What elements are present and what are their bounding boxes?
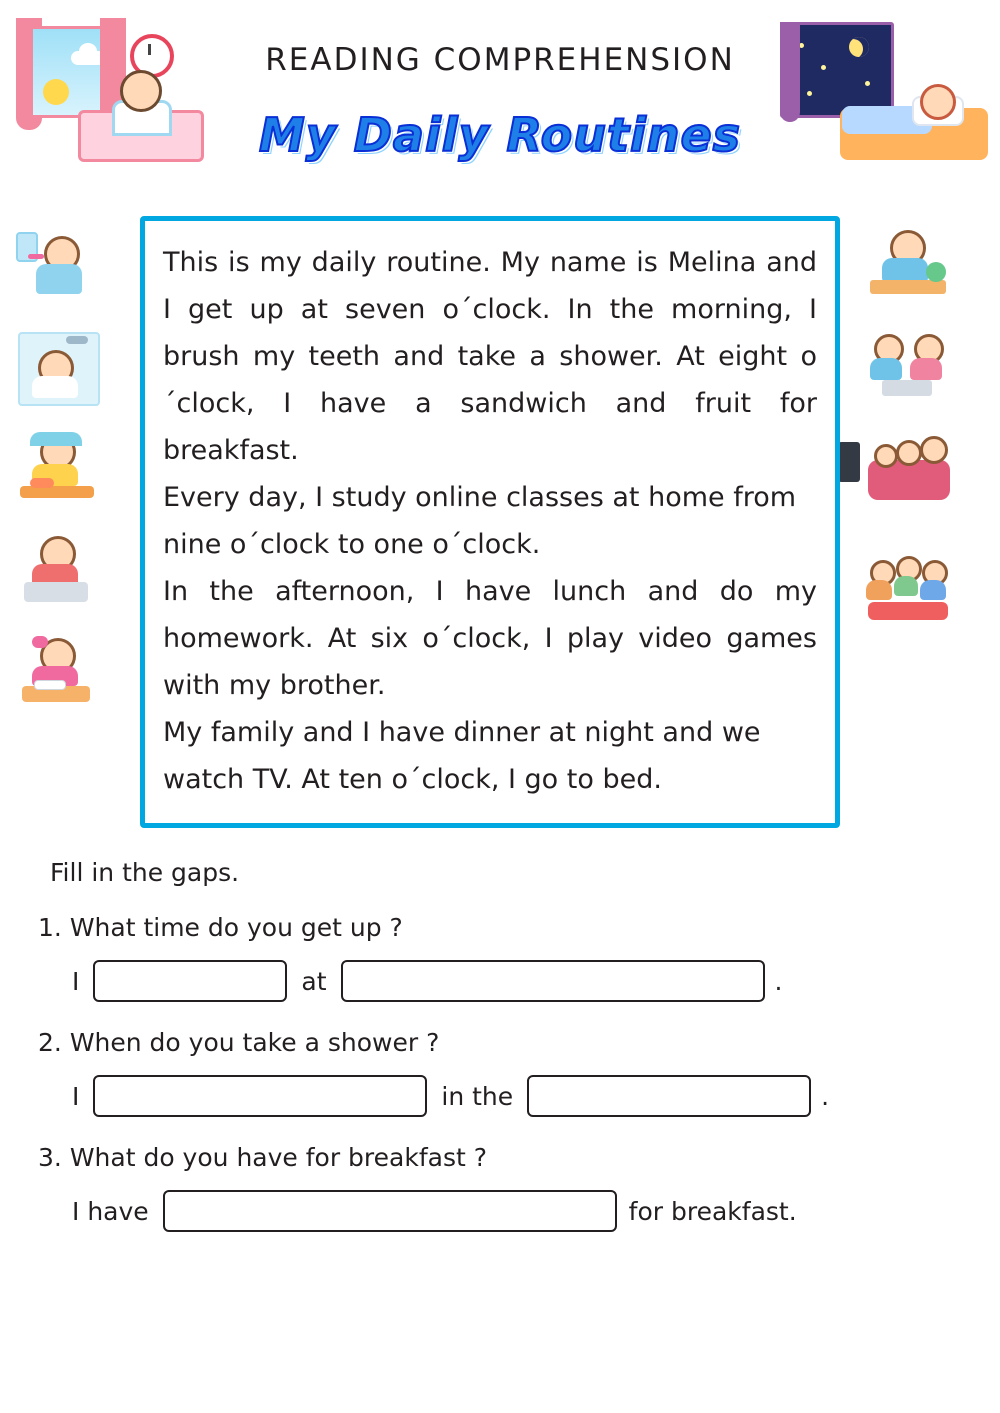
family-watching-tv-icon bbox=[866, 432, 952, 528]
question-1-prompt: What time do you get up ? bbox=[69, 913, 403, 942]
page-subtitle: My Daily Routines bbox=[258, 108, 742, 162]
person-body-shape bbox=[894, 576, 918, 596]
hair-bow-shape bbox=[30, 432, 82, 446]
toothbrush-shape bbox=[28, 254, 44, 259]
left-illustration-column bbox=[14, 228, 118, 738]
question-3-text bbox=[38, 1143, 1000, 1172]
question-1-mid: at bbox=[301, 966, 327, 996]
girl-studying-with-books-icon bbox=[866, 228, 952, 302]
person-body-shape bbox=[920, 580, 946, 600]
dinner-table-shape bbox=[868, 602, 948, 620]
father-head-shape bbox=[920, 436, 948, 464]
question-2-prompt: When do you take a shower ? bbox=[69, 1028, 440, 1057]
worksheet-header bbox=[0, 0, 1000, 190]
question-3-lead: I have bbox=[72, 1196, 149, 1226]
kids-playing-video-games-icon bbox=[866, 330, 952, 404]
question-2-mid: in the bbox=[441, 1081, 514, 1111]
notebook-shape bbox=[34, 680, 66, 690]
moon-icon bbox=[849, 37, 869, 57]
reading-passage-box bbox=[140, 216, 840, 828]
hair-bow-shape bbox=[32, 636, 48, 648]
question-2-lead: I bbox=[72, 1081, 80, 1111]
question-3-tail: for breakfast. bbox=[628, 1196, 797, 1226]
person-body-shape bbox=[866, 580, 892, 600]
studying-on-laptop-icon bbox=[14, 534, 100, 608]
taking-shower-icon bbox=[14, 330, 100, 404]
exercise-instruction: Fill in the gaps. bbox=[50, 858, 240, 887]
shower-head-shape bbox=[66, 336, 88, 344]
brushing-teeth-icon bbox=[14, 228, 100, 302]
food-plate-shape bbox=[30, 478, 54, 488]
question-3-prompt: What do you have for breakfast ? bbox=[69, 1143, 487, 1172]
body-shape bbox=[32, 376, 78, 398]
night-curtain-shape bbox=[780, 22, 800, 122]
star-icon bbox=[865, 81, 870, 86]
question-1-answer-row bbox=[72, 960, 1000, 1002]
sun-icon bbox=[43, 79, 69, 105]
television-shape bbox=[838, 442, 860, 482]
passage-paragraph-3: In the afternoon, I have lunch and do my homework. At six o´clock, I play video games with my brother. bbox=[163, 576, 817, 701]
question-1-number: 1. bbox=[38, 913, 62, 942]
question-1 bbox=[0, 913, 1000, 1002]
doing-homework-icon bbox=[14, 636, 100, 710]
globe-icon bbox=[926, 262, 946, 282]
question-2-blank-1[interactable] bbox=[93, 1075, 427, 1117]
eating-breakfast-icon bbox=[14, 432, 100, 506]
star-icon bbox=[821, 65, 826, 70]
mother-head-shape bbox=[896, 440, 922, 466]
star-icon bbox=[807, 91, 812, 96]
question-1-lead: I bbox=[72, 966, 80, 996]
passage-paragraph-1: This is my daily routine. My name is Melina and I get up at seven o´clock. In the morning, I brush my teeth and take a shower. At eight o´clock, I have a sandwich and fruit for breakfast. bbox=[163, 247, 817, 466]
child-head-shape bbox=[874, 444, 898, 468]
question-2-number: 2. bbox=[38, 1028, 62, 1057]
girl-body-shape bbox=[910, 358, 942, 380]
laptop-shape bbox=[24, 582, 88, 602]
family-having-dinner-icon bbox=[866, 556, 952, 646]
girl-sleeping-in-bed-night-icon bbox=[780, 22, 990, 172]
desk-shape bbox=[870, 280, 946, 294]
body-shape bbox=[882, 258, 928, 282]
passage-paragraph-2: Every day, I study online classes at home from nine o´clock to one o´clock. bbox=[163, 482, 797, 560]
question-1-text bbox=[38, 913, 1000, 942]
page-title: READING COMPREHENSION bbox=[265, 42, 735, 78]
question-2-text bbox=[38, 1028, 1000, 1057]
question-2-end: . bbox=[821, 1081, 830, 1111]
question-1-end: . bbox=[774, 966, 783, 996]
body-shape bbox=[36, 264, 82, 294]
table-shape bbox=[20, 486, 94, 498]
question-2-answer-row bbox=[72, 1075, 1000, 1117]
question-3-number: 3. bbox=[38, 1143, 62, 1172]
boy-body-shape bbox=[870, 358, 902, 380]
question-1-blank-2[interactable] bbox=[341, 960, 765, 1002]
question-2 bbox=[0, 1028, 1000, 1117]
question-1-blank-1[interactable] bbox=[93, 960, 287, 1002]
passage-paragraph-4: My family and I have dinner at night and we watch TV. At ten o´clock, I go to bed. bbox=[163, 717, 761, 795]
question-2-blank-2[interactable] bbox=[527, 1075, 811, 1117]
right-illustration-column bbox=[866, 228, 986, 674]
question-3 bbox=[0, 1143, 1000, 1232]
exercise-section bbox=[0, 858, 1000, 1232]
girl-head-shape bbox=[920, 84, 956, 120]
question-3-blank-1[interactable] bbox=[163, 1190, 617, 1232]
question-3-answer-row bbox=[72, 1190, 1000, 1232]
console-shape bbox=[882, 380, 932, 396]
